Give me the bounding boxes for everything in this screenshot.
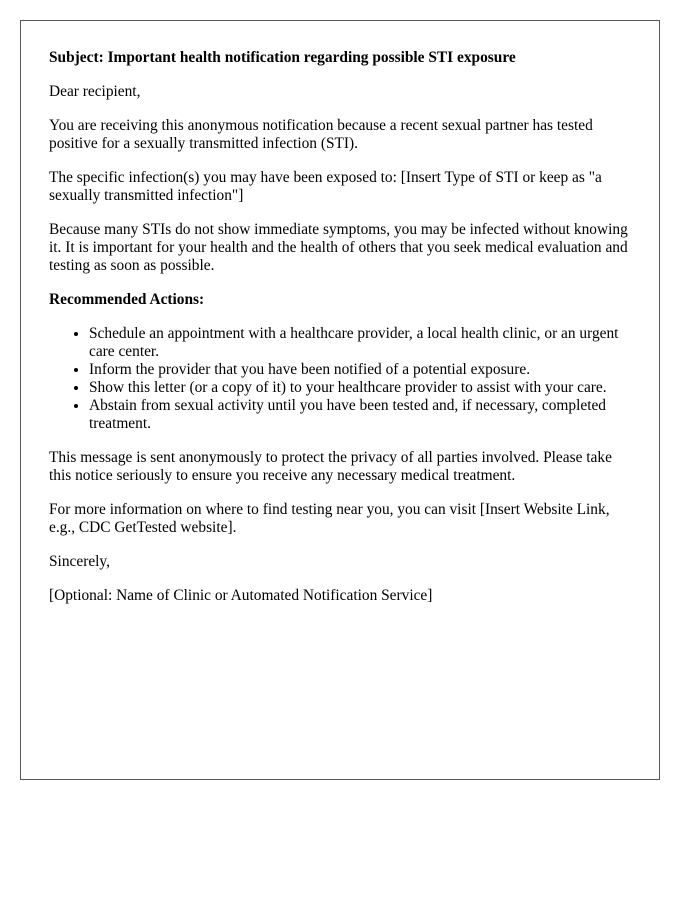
letter-paragraph-privacy: This message is sent anonymously to protect the privacy of all parties involved. Please take this notice seriously to ensure you receive any necessary medical treatment. — [49, 449, 612, 484]
letter-paragraph-symptoms: Because many STIs do not show immediate symptoms, you may be infected without knowing it. It is important for your health and the health of others that you seek medical evaluation and testing as soon as possible. — [49, 221, 628, 274]
recommended-actions-heading: Recommended Actions: — [49, 291, 205, 308]
action-item-schedule-appointment: • Schedule an appointment with a healthcare provider, a local health clinic, or an urgent care center. — [89, 325, 631, 361]
recommended-actions-list — [49, 325, 631, 433]
action-item-show-letter: • Show this letter (or a copy of it) to your healthcare provider to assist with your care. — [89, 379, 631, 397]
letter-greeting: Dear recipient, — [49, 83, 141, 100]
letter-signature: [Optional: Name of Clinic or Automated Notification Service] — [49, 587, 433, 604]
letter-paragraph-more-info: For more information on where to find testing near you, you can visit [Insert Website Link, e.g., CDC GetTested website]. — [49, 501, 610, 536]
letter-paragraph-notification: You are receiving this anonymous notification because a recent sexual partner has tested positive for a sexually transmitted infection (STI). — [49, 117, 593, 152]
letter-container — [20, 20, 660, 780]
letter-subject: Subject: Important health notification regarding possible STI exposure — [49, 49, 516, 66]
letter-paragraph-infection-type: The specific infection(s) you may have been exposed to: [Insert Type of STI or keep as "a sexually transmitted infection"] — [49, 169, 602, 204]
action-item-inform-provider: • Inform the provider that you have been notified of a potential exposure. — [89, 361, 631, 379]
action-item-abstain: • Abstain from sexual activity until you have been tested and, if necessary, completed treatment. — [89, 397, 631, 433]
letter-closing: Sincerely, — [49, 553, 110, 570]
